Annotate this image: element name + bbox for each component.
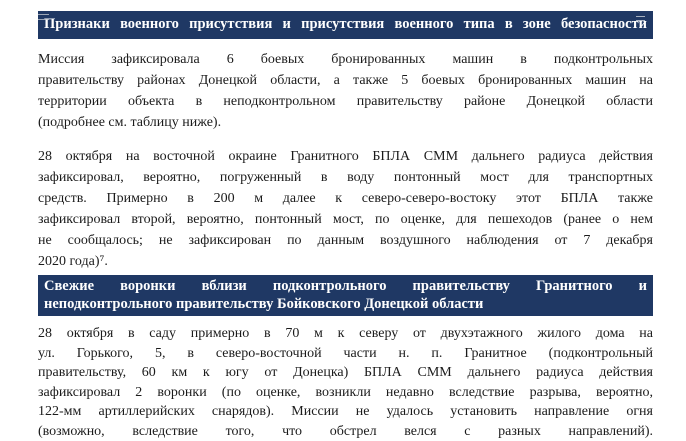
clipped-previous-line-artifact [38,14,49,20]
text-line: 28 октября в саду примерно в 70 м к северу от двухэтажного жилого дома на [38,324,653,344]
text-line: (подробнее см. таблицу ниже). [38,112,653,133]
text-line: 122-мм артиллерийских снарядов). Миссии не удалось установить направление огня [38,402,653,422]
text-line: зафиксировал 2 воронки (по оценке, возникли недавно вследствие разрыва, вероятно, [38,383,653,403]
text-line: зафиксировал, вероятно, погруженный в воду понтонный мост для транспортных [38,167,653,188]
text-line: не сообщалось; не зафиксирован по данным воздушного наблюдения от 7 декабря [38,230,653,251]
text-line: зафиксировал второй, вероятно, понтонный мост, по оценке, для пешеходов (ранее о нем [38,209,653,230]
clipped-bottom-text-line: (возможно, вследствие того, что обстрел велся с разных направлений). [38,422,653,441]
heading-line: Свежие воронки вблизи подконтрольного правительству Гранитного и [44,277,647,295]
section-heading-military-presence [38,11,653,39]
text-line: 28 октября на восточной окраине Гранитного БПЛА СММ дальнего радиуса действия [38,146,653,167]
section-heading-fresh-craters [38,275,653,316]
paragraph-armoured-vehicles [38,49,653,133]
text-line: средств. Примерно в 200 м далее к северо-северо-востоку этот БПЛА также [38,188,653,209]
text-line-with-footnote-marker: 2020 года)⁷. [38,251,653,272]
text-line: правительству, 60 км к югу от Донецка) БПЛА СММ дальнего радиуса действия [38,363,653,383]
text-line: ул. Горького, 5, в северо-восточной части н. п. Гранитное (подконтрольный [38,344,653,364]
text-line: территории объекта в неподконтрольном правительству районе Донецкой области [38,91,653,112]
report-page [0,11,686,437]
text-line: Миссия зафиксировала 6 боевых бронированных машин в подконтрольных [38,49,653,70]
heading-line: Признаки военного присутствия и присутствия военного типа в зоне безопасности [44,15,647,34]
clipped-previous-line-artifact [636,16,645,21]
text-line: правительству районах Донецкой области, а также 5 боевых бронированных машин на [38,70,653,91]
report-body [38,11,653,441]
paragraph-craters [38,324,653,441]
heading-line: неподконтрольного правительству Бойковского Донецкой области [44,295,647,313]
paragraph-pontoon-bridges [38,146,653,272]
